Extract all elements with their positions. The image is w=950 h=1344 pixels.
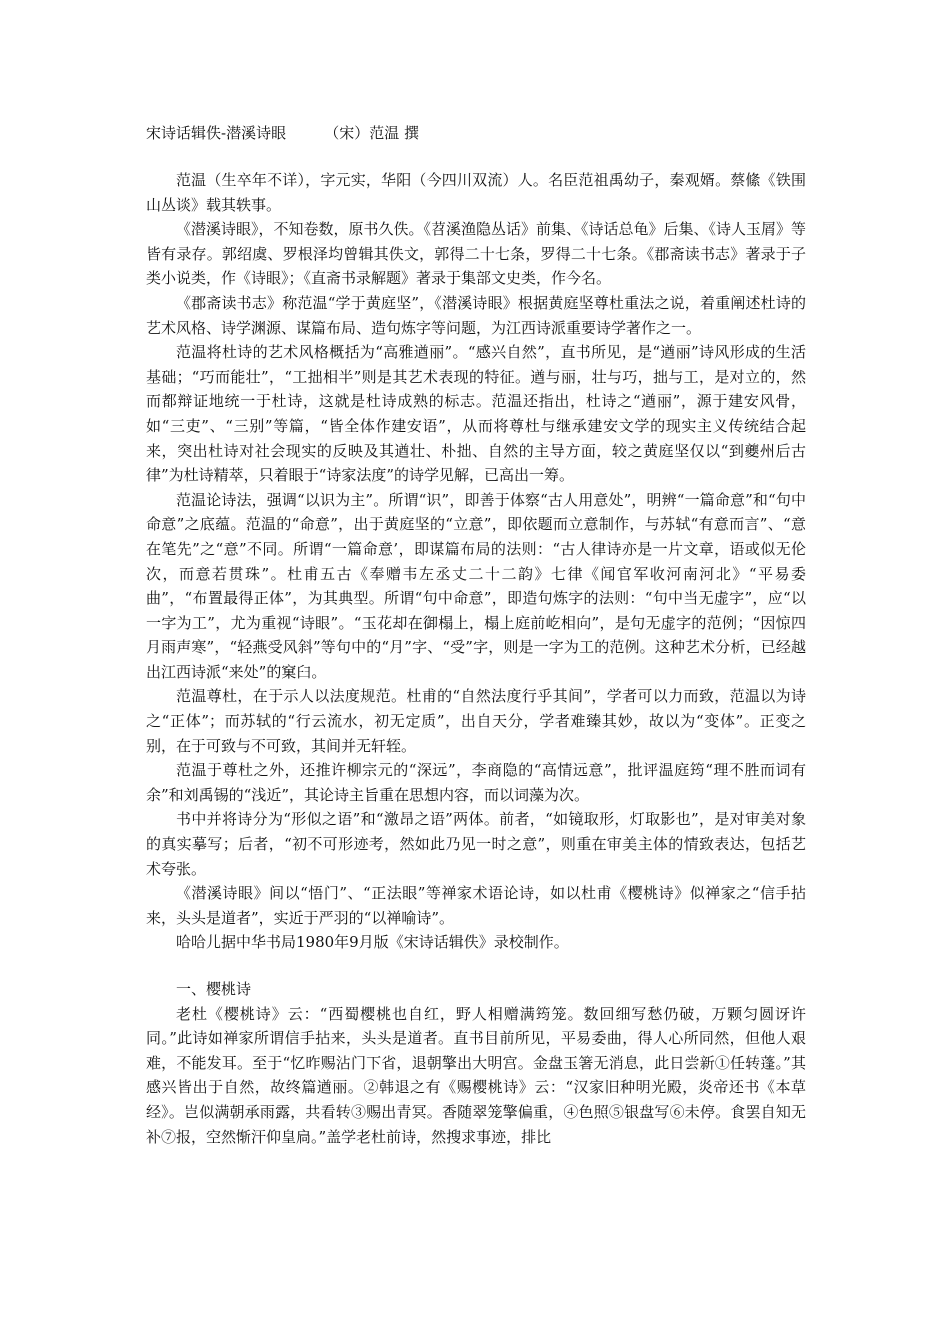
intro-paragraph: 范温将杜诗的艺术风格概括为“高雅遒丽”。“感兴自然”，直书所见，是“遒丽”诗风形成的生活基础；“巧而能壮”，“工拙相半”则是其艺术表现的特征。遒与丽，壮与巧，拙与工，是对立的，然而都辩证地统一于杜诗，这就是杜诗成熟的标志。范温还指出，杜诗之“遒丽”，源于建安风骨，如“三吏”、“三别”等篇，“皆全体作建安语”，从而将尊杜与继承建安文学的现实主义传统结合起来，突出杜诗对社会现实的反映及其遒壮、朴拙、自然的主导方面，较之黄庭坚仅以“到夔州后古律”为杜诗精萃，只着眼于“诗家法度”的诗学见解，已高出一筹。 bbox=[146, 343, 806, 485]
intro-paragraph: 《郡斋读书志》称范温“学于黄庭坚”，《潜溪诗眼》根据黄庭坚尊杜重法之说，着重阐述杜诗的艺术风格、诗学渊源、谋篇布局、造句炼字等问题，为江西诗派重要诗学著作之一。 bbox=[146, 293, 806, 337]
document-page bbox=[146, 120, 806, 1149]
intro-paragraph: 范温尊杜，在于示人以法度规范。杜甫的“自然法度行乎其间”，学者可以力而致，范温以为诗之“正体”；而苏轼的“行云流水，初无定质”，出自天分，学者难臻其妙，故以为“变体”。正变之别，在于可致与不可致，其间并无轩轾。 bbox=[146, 687, 806, 755]
intro-paragraph: 《潜溪诗眼》间以“悟门”、“正法眼”等禅家术语论诗，如以杜甫《樱桃诗》似禅家之“信手拈来，头头是道者”，实近于严羽的“以禅喻诗”。 bbox=[146, 884, 806, 927]
intro-paragraph: 范温于尊杜之外，还推许柳宗元的“深远”，李商隐的“高情远意”，批评温庭筠“理不胜而词有余”和刘禹锡的“浅近”，其论诗主旨重在思想内容，而以词藻为次。 bbox=[146, 761, 806, 804]
intro-paragraph: 书中并将诗分为“形似之语”和“激昂之语”两体。前者，“如镜取形，灯取影也”，是对审美对象的真实摹写；后者，“初不可形迹考，然如此乃见一时之意”，则重在审美主体的情致表达，包括艺术夸张。 bbox=[146, 810, 806, 878]
section-paragraph: 老杜《樱桃诗》云：“西蜀樱桃也自红，野人相赠满筠笼。数回细写愁仍破，万颗匀圆讶许同。”此诗如禅家所谓信手拈来，头头是道者。直书目前所见，平易委曲，得人心所同然，但他人艰难，不能发耳。至于“忆昨赐沾门下省，退朝擎出大明宫。金盘玉箸无消息，此日尝新①任转蓬。”其感兴皆出于自然，故终篇遒丽。②韩退之有《赐樱桃诗》云：“汉家旧种明光殿，炎帝还书《本草经》。岂似满朝承雨露，共看转③赐出青冥。香随翠笼擎偏重，④色照⑤银盘写⑥未停。食罢自知无补⑦报，空然惭汗仰皇扃。”盖学老杜前诗，然搜求事迹，排比 bbox=[146, 1004, 806, 1146]
intro-paragraph: 范温（生卒年不详），字元实，华阳（今四川双流）人。名臣范祖禹幼子，秦观婿。蔡絛《铁围山丛谈》载其轶事。 bbox=[146, 171, 806, 214]
document-title: 宋诗话辑佚-潜溪诗眼 （宋）范温 撰 bbox=[146, 124, 419, 142]
intro-paragraph: 范温论诗法，强调“以识为主”。所谓“识”，即善于体察“古人用意处”，明辨“一篇命意”和“句中命意”之底蕴。范温的“命意”，出于黄庭坚的“立意”，即依题而立意制作，与苏轼“有意而言”、“意在笔先”之“意”不同。所谓“一篇命意’，即谋篇布局的法则：“古人律诗亦是一片文章，语或似无伦次，而意若贯珠”。杜甫五古《奉赠韦左丞丈二十二韵》七律《闻官军收河南河北》“平易委曲”，“布置最得正体”，为其典型。所谓“句中命意”，即造句炼字的法则：“句中当无虚字”，应“以一字为工”，尤为重视“诗眼”。“玉花却在御榻上，榻上庭前屹相向”，是句无虚字的范例；“因惊四月雨声寒”，“轻燕受风斜”等句中的“月”字、“受”字，则是一字为工的范例。这种艺术分析，已经越出江西诗派“来处”的窠臼。 bbox=[146, 490, 806, 681]
intro-paragraph: 哈哈儿据中华书局1980年9月版《宋诗话辑佚》录校制作。 bbox=[176, 933, 569, 952]
section-heading: 一、樱桃诗 bbox=[176, 980, 252, 998]
intro-paragraph: 《潜溪诗眼》，不知卷数，原书久佚。《苕溪渔隐丛话》前集、《诗话总龟》后集、《诗人玉屑》等皆有录存。郭绍虞、罗根泽均曾辑其佚文，郭得二十七条，罗得二十七条。《郡斋读书志》著录于子类小说类，作《诗眼》；《直斋书录解题》著录于集部文史类，作今名。 bbox=[146, 220, 807, 288]
